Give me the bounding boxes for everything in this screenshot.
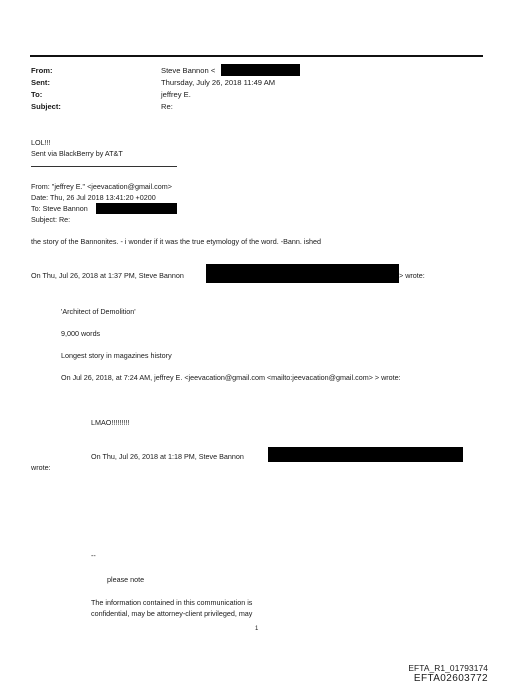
subject-value: Re: xyxy=(161,102,173,111)
confidential-line-2: confidential, may be attorney-client privileged, may xyxy=(91,609,253,618)
quoted-wrote: > wrote: xyxy=(399,271,425,280)
quoted-date: Date: Thu, 26 Jul 2018 13:41:20 +0200 xyxy=(31,193,156,202)
to-label: To: xyxy=(31,90,43,99)
page-number: 1 xyxy=(255,626,259,632)
quoted-subject: Subject: Re: xyxy=(31,215,71,224)
confidential-line-1: The information contained in this communication is xyxy=(91,598,253,607)
quoted-lmao: LMAO!!!!!!!!! xyxy=(91,418,130,427)
body-sent-via: Sent via BlackBerry by AT&T xyxy=(31,149,123,158)
redaction-box xyxy=(268,447,463,462)
quoted-dashes: -- xyxy=(91,551,96,560)
quoted-text: the story of the Bannonites. - i wonder if it was the true etymology of the word. -Bann. ished xyxy=(31,237,322,246)
redaction-box xyxy=(96,203,177,214)
quoted-from: From: "jeffrey E." <jeevacation@gmail.com> xyxy=(31,182,172,191)
from-label: From: xyxy=(31,66,53,75)
quoted-on-line-inner: On Jul 26, 2018, at 7:24 AM, jeffrey E. <jeevacation@gmail.com <mailto:jeevacation@gmail.com> > wrote: xyxy=(61,373,401,382)
sent-label: Sent: xyxy=(31,78,50,87)
subject-label: Subject: xyxy=(31,102,61,111)
quoted-longest: Longest story in magazines history xyxy=(61,351,172,360)
redaction-box xyxy=(206,264,399,283)
quoted-wrote-2: wrote: xyxy=(31,463,51,472)
header-rule xyxy=(30,55,483,57)
quoted-please-note: please note xyxy=(107,575,145,584)
signature-separator xyxy=(31,166,177,167)
footer-id-1: EFTA_R1_01793174 xyxy=(408,663,488,673)
quoted-on-line-2: On Thu, Jul 26, 2018 at 1:18 PM, Steve Bannon xyxy=(91,452,244,461)
quoted-to: To: Steve Bannon xyxy=(31,204,88,213)
quoted-architect: 'Architect of Demolition' xyxy=(61,307,136,316)
footer-id-2: EFTA02603772 xyxy=(413,673,488,684)
from-value: Steve Bannon < xyxy=(161,66,216,75)
to-value: jeffrey E. xyxy=(161,90,191,99)
quoted-words: 9,000 words xyxy=(61,329,101,338)
quoted-on-line: On Thu, Jul 26, 2018 at 1:37 PM, Steve Bannon xyxy=(31,271,184,280)
body-lol: LOL!!! xyxy=(31,138,51,147)
sent-value: Thursday, July 26, 2018 11:49 AM xyxy=(161,78,276,87)
redaction-box xyxy=(221,64,300,76)
